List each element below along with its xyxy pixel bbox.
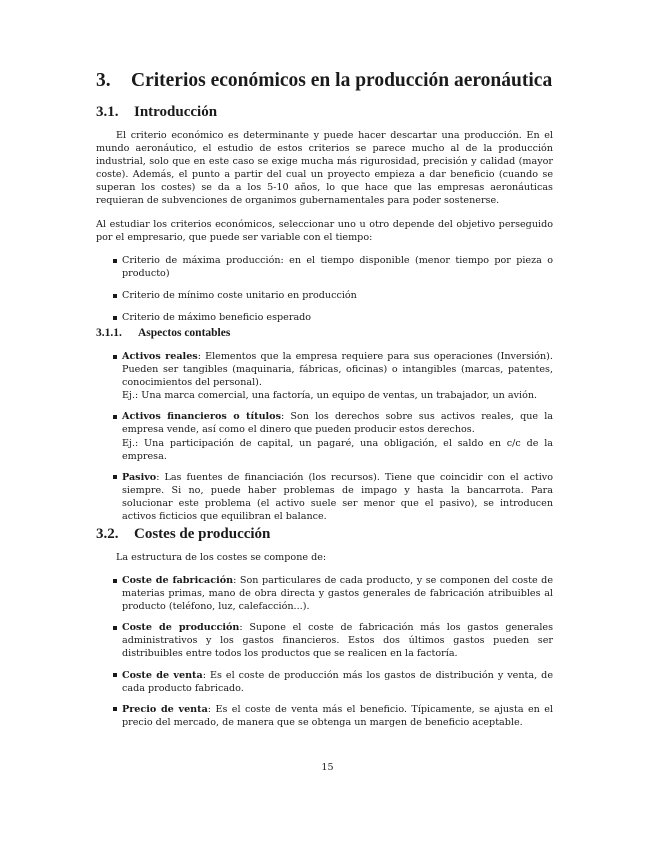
bullet-icon	[113, 707, 117, 711]
list-item	[96, 669, 553, 695]
item-example: Ej.: Una marca comercial, una factoría, un equipo de ventas, un trabajador, un avión.	[122, 390, 538, 402]
item-text: : Las fuentes de financiación (los recursos). Tiene que coincidir con el activo siempre. Si no, puede haber problemas de impago y hasta la bancarrota. Para solucionar este problema (el activo suele ser menor que el pasivo), se introducen activos ficticios que equilibran el balance.	[122, 471, 553, 523]
criteria-text: Criterio de máximo beneficio esperado	[122, 312, 312, 324]
item-text: : Es el coste de producción más los gastos de distribución y venta, de cada producto fabricado.	[122, 669, 553, 694]
item-text: : Son particulares de cada producto, y se componen del coste de materias primas, mano de obra directa y gastos generales de fabricación atribuibles al producto (teléfono, luz, calefacción...).	[122, 575, 553, 613]
intro-paragraph-1: El criterio económico es determinante y puede hacer descartar una producción. En el mundo aeronáutico, el estudio de estos criterios se parece mucho al de la producción industrial, solo que en este caso se exige mucha más rigurosidad, precisión y calidad (mayor coste). Además, el punto a partir del cual un proyecto empieza a dar beneficio (cuando se superan los costes) se da a los 5-10 años, lo que hace que las empresas aeronáuticas requieran de subvenciones de organimos gubernamentales para poder sostenerse.	[96, 130, 553, 207]
list-item	[96, 621, 553, 660]
subsubsection-heading-accounting	[96, 327, 230, 339]
subsection-heading-intro	[96, 104, 217, 121]
page-number: 15	[321, 762, 334, 773]
item-term: Pasivo	[122, 471, 157, 483]
item-term: Coste de venta	[122, 669, 203, 681]
list-item	[96, 254, 553, 280]
item-example: Ej.: Una participación de capital, un pagaré, una obligación, el saldo en c/c de la empresa.	[122, 437, 553, 462]
list-item	[96, 471, 553, 523]
costs-intro: La estructura de los costes se compone de:	[116, 552, 327, 563]
criteria-text: Criterio de mínimo coste unitario en producción	[122, 290, 357, 302]
item-text: : Elementos que la empresa requiere para sus operaciones (Inversión). Pueden ser tangibles (maquinaria, fábricas, oficinas) o intangibles (marcas, patentes, conocimientos del personal).	[122, 351, 553, 389]
item-term: Activos reales	[122, 351, 198, 362]
list-item	[96, 574, 553, 613]
subsection-number: 3.2.	[96, 526, 119, 542]
bullet-icon	[113, 294, 117, 298]
list-item	[96, 350, 553, 402]
bullet-icon	[113, 475, 117, 479]
bullet-icon	[113, 259, 117, 263]
item-term: Coste de fabricación	[122, 575, 234, 586]
section-number: 3.	[96, 70, 111, 91]
bullet-icon	[113, 626, 117, 630]
item-term: Activos financieros o títulos	[122, 411, 281, 423]
list-item	[96, 311, 553, 324]
subsection-number: 3.1.	[96, 104, 119, 120]
accounting-list	[96, 350, 553, 523]
item-term: Precio de venta	[122, 703, 208, 715]
costs-list	[96, 574, 553, 729]
item-text: : Supone el coste de fabricación más los gastos generales administrativos y los gastos financieros. Estos dos últimos gastos pueden ser distribuibles entre todos los productos que se realicen en la factoría.	[122, 622, 553, 660]
criteria-text: Criterio de máxima producción: en el tiempo disponible (menor tiempo por pieza o producto)	[122, 255, 553, 280]
subsection-title: Costes de producción	[134, 526, 271, 542]
bullet-icon	[113, 673, 117, 677]
list-item	[96, 703, 553, 729]
subsubsection-number: 3.1.1.	[96, 327, 122, 339]
item-text: : Es el coste de venta más el beneficio. Típicamente, se ajusta en el precio del mercado, de manera que se obtenga un margen de beneficio aceptable.	[122, 703, 553, 728]
subsection-title: Introducción	[134, 104, 218, 120]
subsection-heading-costs	[96, 526, 270, 543]
criteria-list	[96, 254, 553, 324]
bullet-icon	[113, 355, 117, 359]
subsubsection-title: Aspectos contables	[138, 327, 231, 339]
bullet-icon	[113, 415, 117, 419]
intro-paragraph-2: Al estudiar los criterios económicos, seleccionar uno u otro depende del objetivo perseguido por el empresario, que puede ser variable con el tiempo:	[96, 219, 553, 244]
list-item	[96, 410, 553, 462]
bullet-icon	[113, 579, 117, 583]
item-text: : Son los derechos sobre sus activos reales, que la empresa vende, así como el dinero que pueden producir estos derechos.	[122, 411, 554, 436]
section-title: Criterios económicos en la producción aeronáutica	[131, 70, 553, 91]
list-item	[96, 289, 553, 302]
item-term: Coste de producción	[122, 622, 240, 634]
bullet-icon	[113, 316, 117, 320]
section-heading	[96, 70, 552, 92]
